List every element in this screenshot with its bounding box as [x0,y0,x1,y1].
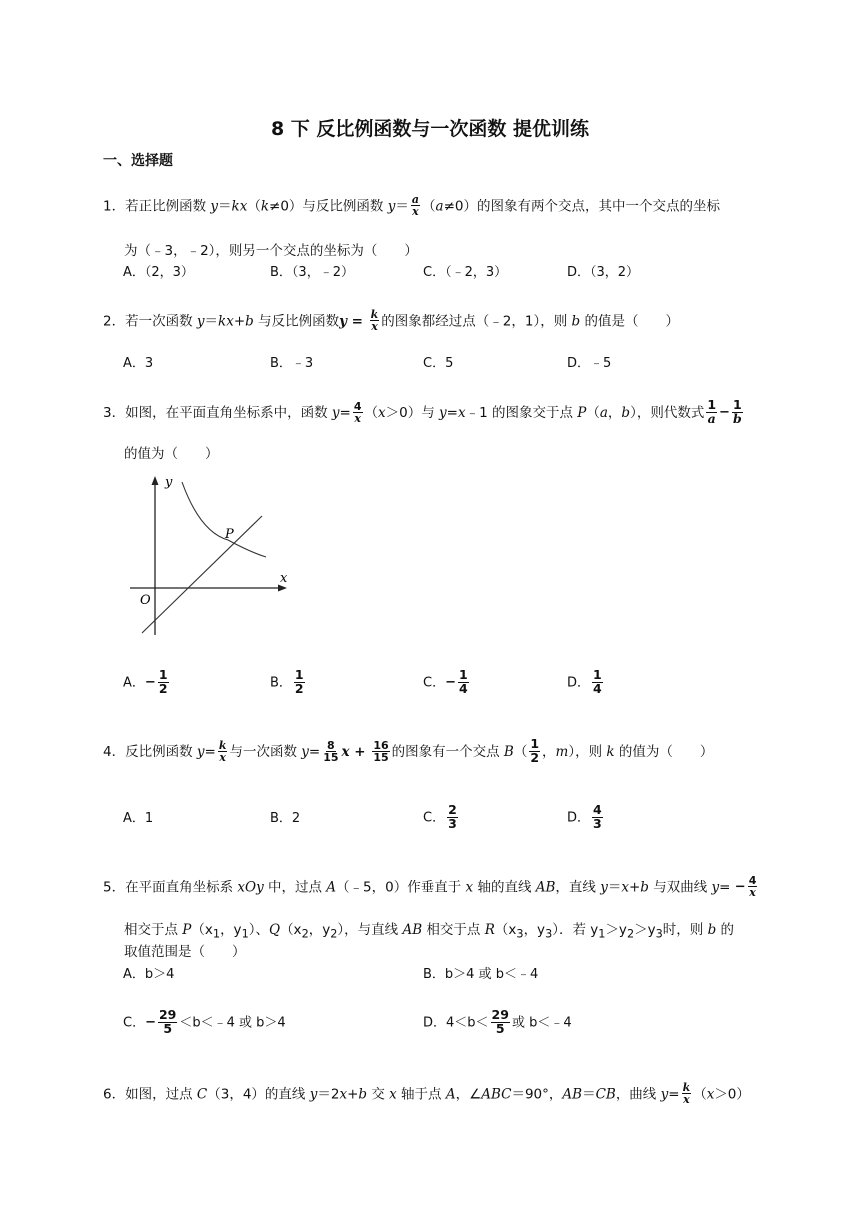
graph-point-p-label: P [225,527,234,542]
hyperbola-curve [182,482,266,557]
question-4-option-c[interactable]: C． $\frac{2}{3}$ [423,802,457,831]
fraction-k-over-x: $\frac{k}{x}$ [218,738,227,764]
question-3-graph [130,470,300,640]
fraction-8-over-15: $\frac{8}{15}$ [323,738,339,764]
question-2-option-c[interactable]: C．5 [423,356,454,371]
section-heading: 一、选择题 [103,153,173,169]
fraction-k-over-x: $\frac{k}{x}$ [370,308,379,333]
page-title: 8 下 反比例函数与一次函数 提优训练 [270,118,590,140]
question-5-line-2: 相交于点 $P(x_1$，$y_1$）、$Q(x_2$，$y_2$），与直线 AB 相交于点 $R(x_3$，$y_3$）．若 $y_1>y_2>y_3$时，则 b 的 [124,922,735,941]
question-2-option-a[interactable]: A．3 [123,356,154,371]
question-5-option-c[interactable]: C．− $\frac{29}{5}$ ＜b＜﹣4 或 b＞4 [123,1007,286,1036]
fraction-1-over-2: $\frac{1}{2}$ [530,736,540,765]
question-1-option-b[interactable]: B．（3，﹣2） [270,265,354,280]
question-2-option-d[interactable]: D．﹣5 [567,356,612,371]
question-3-option-b[interactable]: B． $\frac{1}{2}$ [270,667,304,696]
graph-x-label: x [280,571,288,586]
question-2-option-b[interactable]: B．﹣3 [270,356,314,371]
fraction-16-over-15: $\frac{16}{15}$ [373,738,389,764]
fraction-4-over-x: $\frac{4}{x}$ [748,874,757,899]
fraction-1-over-a: $\frac{1}{a}$ [707,397,717,426]
question-1-option-c[interactable]: C．（﹣2，3） [423,265,508,280]
fraction-1-over-b: $\frac{1}{b}$ [732,397,742,426]
question-6-line-1: 6．如图，过点 C（3，4）的直线 y＝2x+b 交 x 轴于点 A，∠ABC＝90°，AB＝CB，曲线 y= $\frac{k}{x}$ （x＞0） [103,1081,750,1106]
fraction-k-over-x: $\frac{k}{x}$ [682,1081,691,1106]
question-2-line-1: 2．若一次函数 y＝kx+b 与反比例函数y = $\frac{k}{x}$ 的图象都经过点（﹣2，1），则 b 的值是（ ） [103,308,679,333]
question-4-option-b[interactable]: B．2 [270,811,301,826]
question-1-line-1: 1．若正比例函数 y＝kx（k≠0）与反比例函数 y＝ $\frac{a}{x}$ （a≠0）的图象有两个交点，其中一个交点的坐标 [103,193,720,218]
question-4-option-d[interactable]: D． $\frac{4}{3}$ [567,802,602,831]
question-5-option-a[interactable]: A．b＞4 [123,967,175,982]
question-3-option-a[interactable]: A．− $\frac{1}{2}$ [123,667,168,696]
question-3-option-d[interactable]: D． $\frac{1}{4}$ [567,667,602,696]
question-3-line-1: 3．如图，在平面直角坐标系中，函数 y= $\frac{4}{x}$ （x＞0）与 y=x﹣1 的图象交于点 P（a，b），则代数式 $\frac{1}{a}$ − $\frac{1}{b}$ [103,397,742,426]
question-4-line-1: 4．反比例函数 y= $\frac{k}{x}$ 与一次函数 y= $\frac{8}{15}$ x + $\frac{16}{15}$ 的图象有一个交点 B（ $\frac{1}{2}$ ，m），则 k 的值为（ ） [103,736,714,765]
question-5-option-d[interactable]: D．4＜b＜ $\frac{29}{5}$ 或 b＜﹣4 [423,1007,572,1036]
graph-y-label: y [165,475,173,490]
graph-origin-label: O [140,593,151,608]
question-5-line-3: 取值范围是（ ） [124,944,246,960]
y-axis-arrow-icon [152,476,159,485]
fraction-a-over-x: $\frac{a}{x}$ [411,193,419,218]
linear-function-line [142,516,262,633]
question-5-option-b[interactable]: B．b＞4 或 b＜﹣4 [423,967,539,982]
question-3-line-2: 的值为（ ） [124,446,219,462]
fraction-4-over-x: $\frac{4}{x}$ [353,399,362,425]
question-3-option-c[interactable]: C．− $\frac{1}{4}$ [423,667,468,696]
question-1-option-d[interactable]: D．（3，2） [567,265,640,280]
question-1-option-a[interactable]: A．（2，3） [123,265,194,280]
question-4-option-a[interactable]: A．1 [123,811,154,826]
question-5-line-1: 5．在平面直角坐标系 xOy 中，过点 A（﹣5，0）作垂直于 x 轴的直线 AB，直线 y＝x+b 与双曲线 y= − $\frac{4}{x}$ [103,874,757,899]
question-1-line-2: 为（﹣3，﹣2），则另一个交点的坐标为（ ） [124,243,418,259]
